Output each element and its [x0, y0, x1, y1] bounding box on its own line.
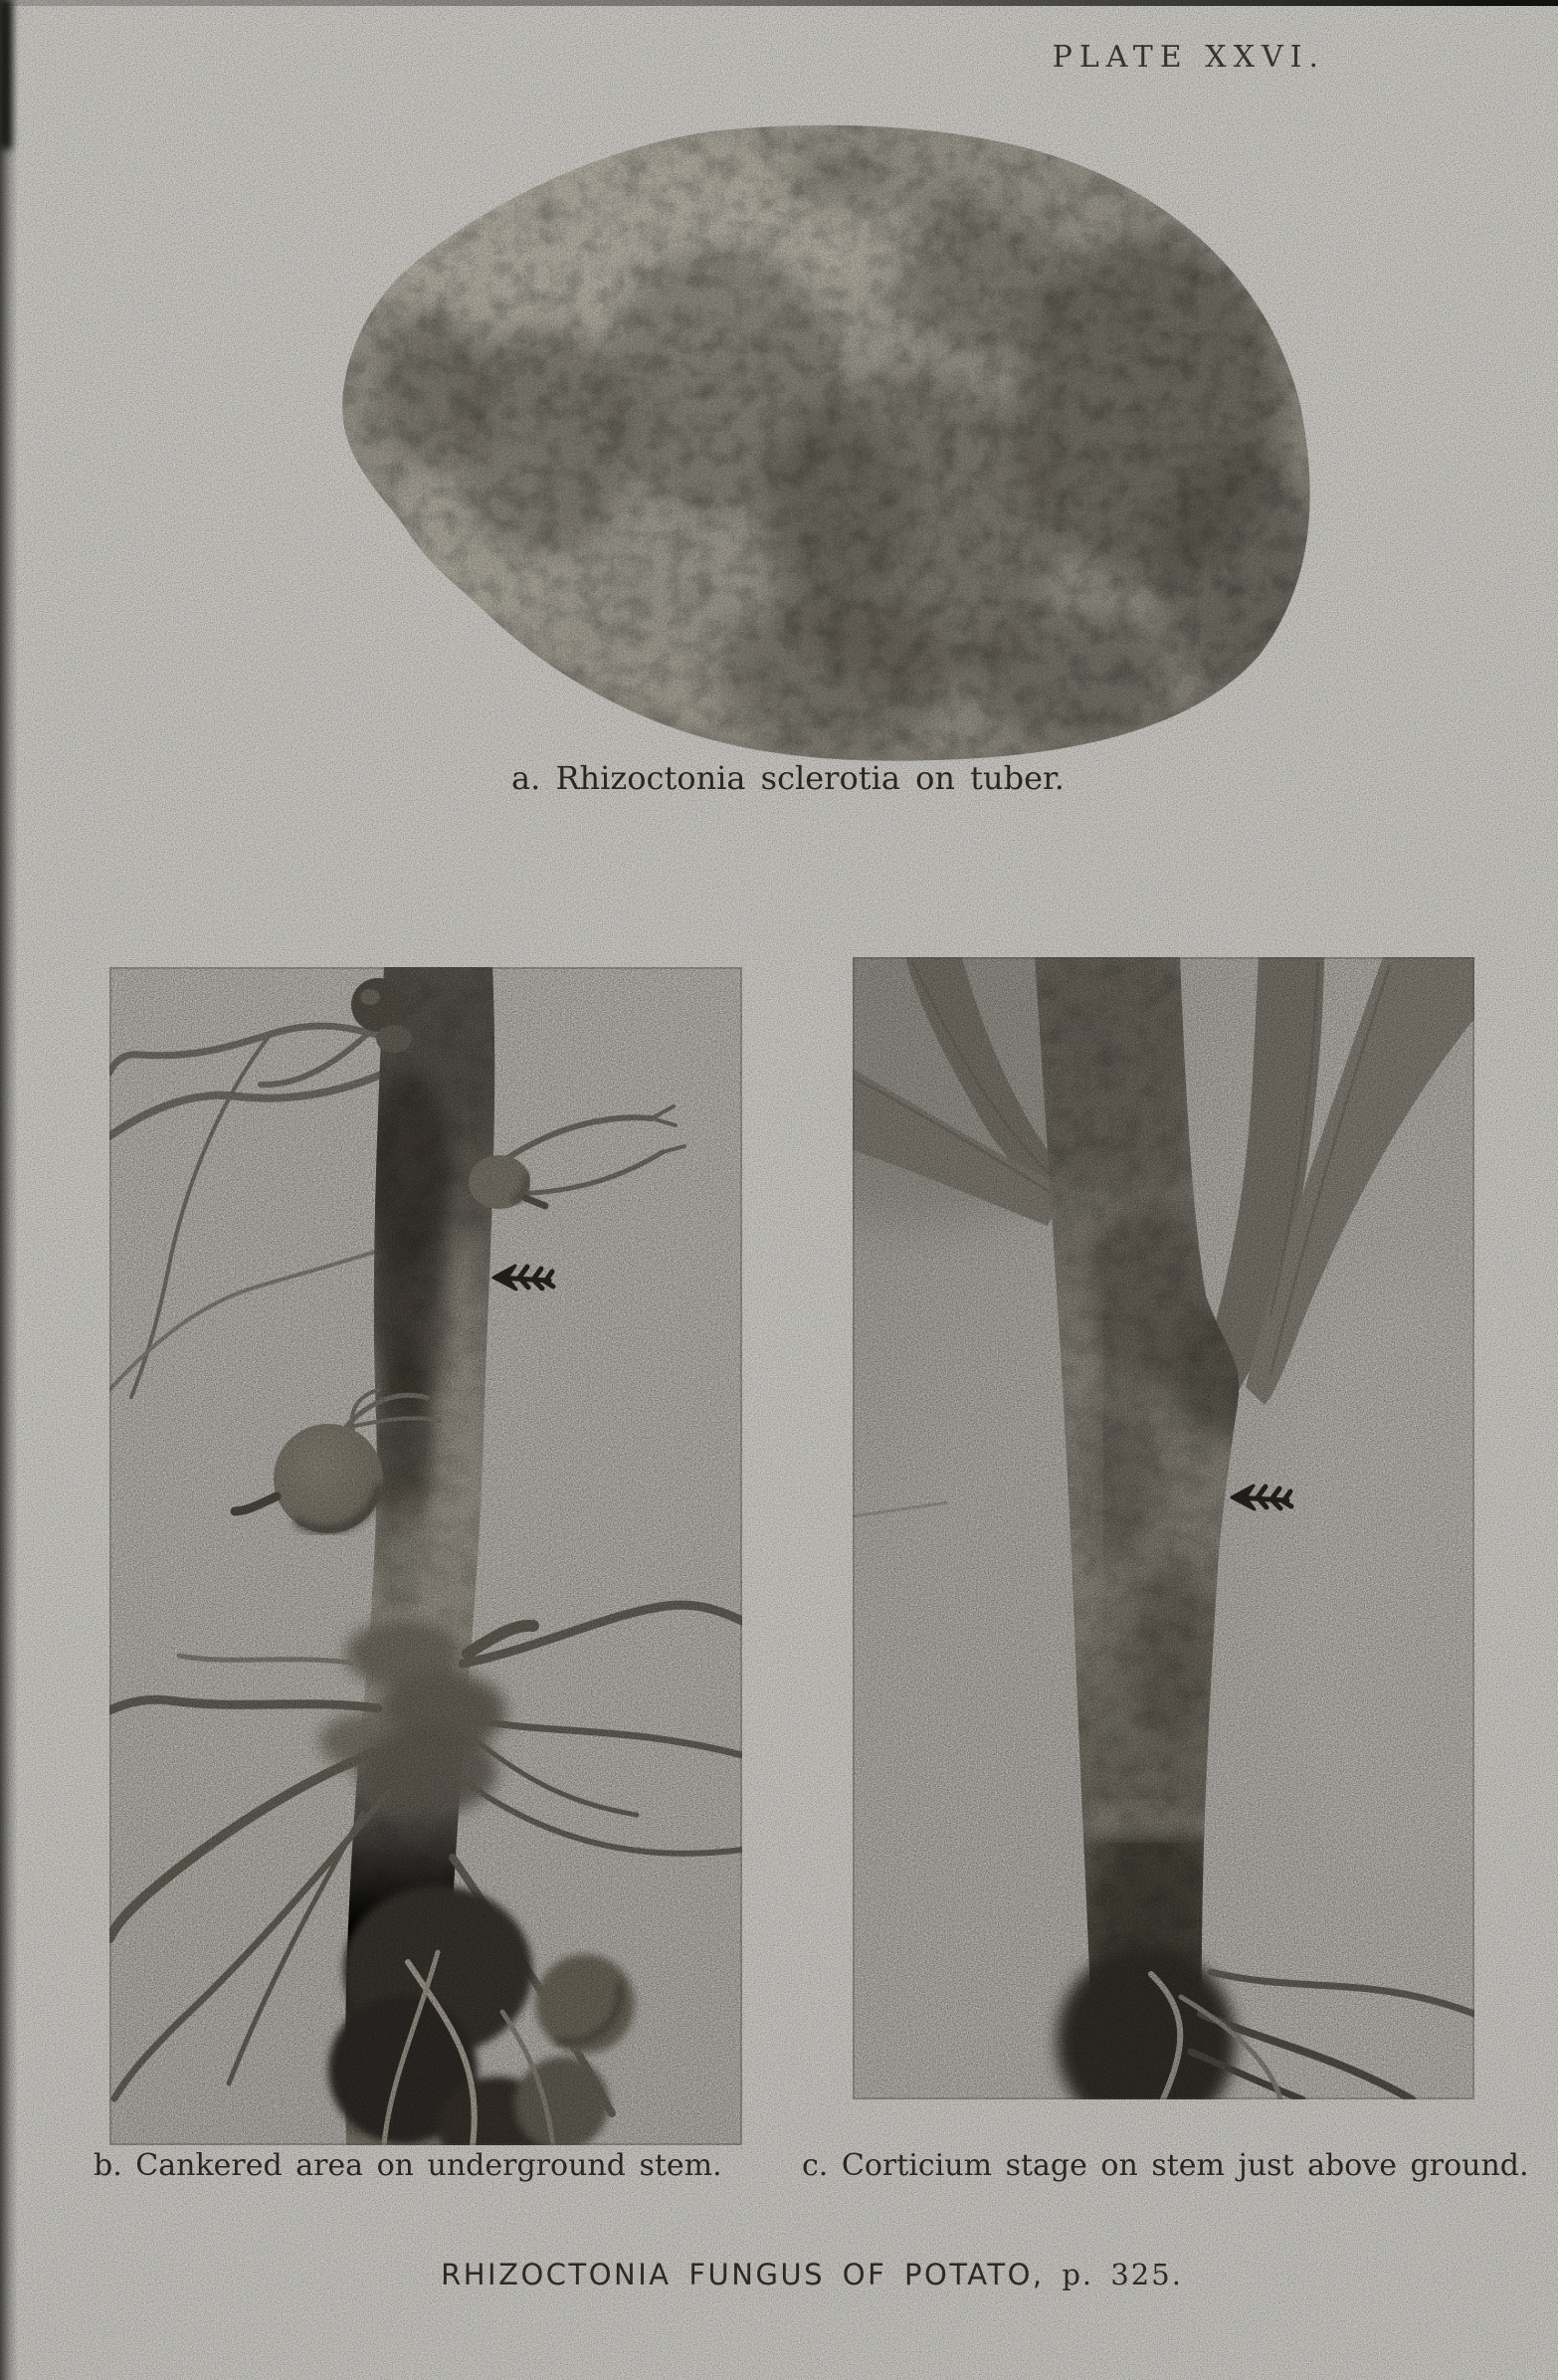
- figure-c-caption: c. Corticium stage on stem just above ground.: [802, 2148, 1529, 2183]
- figure-b-caption: b. Cankered area on underground stem.: [94, 2148, 722, 2183]
- figure-c-photo: [853, 957, 1474, 2099]
- footer-series-title: RHIZOCTONIA FUNGUS OF POTATO,: [441, 2258, 1045, 2291]
- book-binding-shadow-top: [0, 0, 12, 149]
- tuber-image: [293, 111, 1333, 768]
- footer-page-reference: p. 325.: [1062, 2258, 1183, 2291]
- book-binding-shadow: [0, 0, 18, 2380]
- figure-a-caption: a. Rhizoctonia sclerotia on tuber.: [511, 759, 1065, 797]
- plate-number-label: PLATE XXVI.: [1052, 40, 1325, 75]
- plate-footer-title: [33, 2258, 1558, 2291]
- scan-top-edge-shadow: [0, 0, 1558, 6]
- figure-b-photo: [109, 967, 742, 2145]
- figure-a-photo: [293, 111, 1333, 768]
